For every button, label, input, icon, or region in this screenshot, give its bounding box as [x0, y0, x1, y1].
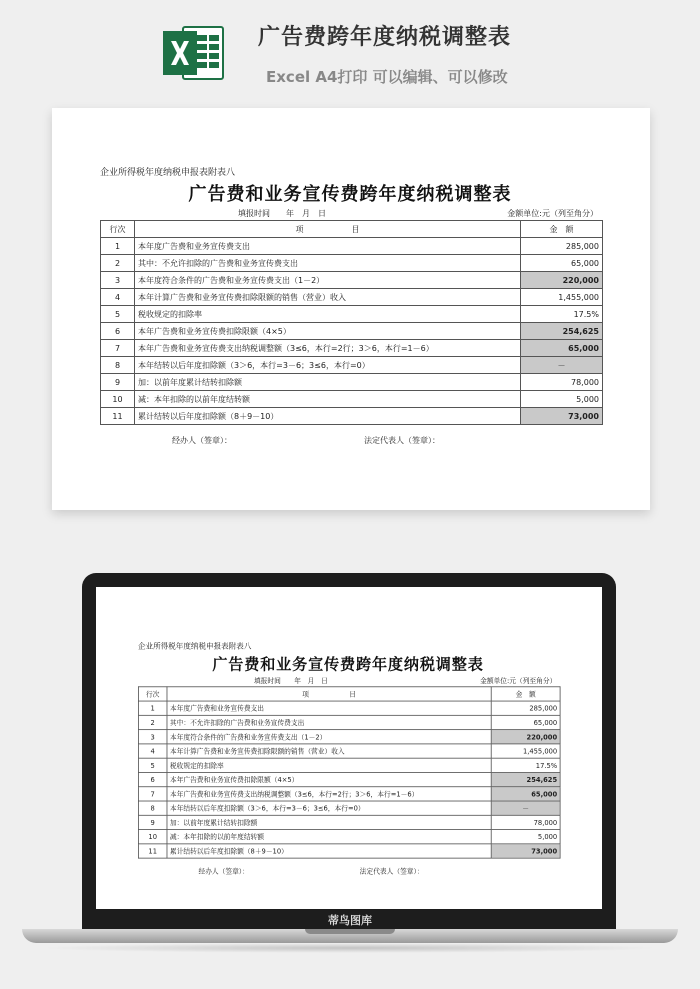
table-row — [138, 830, 560, 844]
table-row — [138, 715, 560, 729]
row-number: 6 — [138, 772, 167, 786]
row-item[interactable]: 本年度符合条件的广告费和业务宣传费支出（1－2） — [135, 272, 521, 289]
row-item[interactable]: 加：以前年度累计结转扣除额 — [167, 815, 491, 829]
fill-time-label: 填报时间 年 月 日 — [253, 677, 328, 685]
row-number: 3 — [138, 730, 167, 744]
row-amount[interactable]: － — [491, 801, 560, 815]
row-amount[interactable]: 5,000 — [521, 391, 603, 408]
row-amount[interactable]: 5,000 — [491, 830, 560, 844]
row-amount[interactable]: 220,000 — [491, 730, 560, 744]
table-row — [138, 815, 560, 829]
table-row — [138, 701, 560, 715]
table-row — [138, 801, 560, 815]
row-item[interactable]: 其中：不允许扣除的广告费和业务宣传费支出 — [167, 715, 491, 729]
row-number: 10 — [101, 391, 135, 408]
row-amount[interactable]: 65,000 — [491, 787, 560, 801]
sheet-preview — [52, 108, 650, 510]
signer-label: 经办人（签章）： — [198, 867, 249, 876]
table-row — [138, 758, 560, 772]
tax-table — [138, 686, 561, 858]
row-item[interactable]: 减：本年扣除的以前年度结转额 — [135, 391, 521, 408]
row-item[interactable]: 本年计算广告费和业务宣传费扣除限额的销售（营业）收入 — [167, 744, 491, 758]
row-number: 6 — [101, 323, 135, 340]
row-amount[interactable]: 65,000 — [521, 255, 603, 272]
row-item[interactable]: 本年广告费和业务宣传费支出纳税调整额（3≤6，本行=2行；3＞6，本行=1－6） — [135, 340, 521, 357]
sheet-content — [100, 166, 603, 455]
attachment-label: 企业所得税年度纳税申报表附表八 — [100, 168, 236, 178]
laptop-shadow — [40, 943, 660, 953]
document-title: 广告费和业务宣传费跨年度纳税调整表 — [212, 656, 484, 674]
laptop-notch — [305, 929, 395, 934]
table-row — [101, 391, 603, 408]
row-item[interactable]: 本年结转以后年度扣除额（3＞6，本行=3－6；3≤6，本行=0） — [135, 357, 521, 374]
table-row — [101, 289, 603, 306]
table-row — [101, 323, 603, 340]
row-item[interactable]: 减：本年扣除的以前年度结转额 — [167, 830, 491, 844]
table-row — [101, 374, 603, 391]
row-number: 1 — [138, 701, 167, 715]
table-header-row — [138, 687, 560, 701]
row-number: 3 — [101, 272, 135, 289]
row-number: 2 — [138, 715, 167, 729]
row-item[interactable]: 本年度符合条件的广告费和业务宣传费支出（1－2） — [167, 730, 491, 744]
legal-rep-label: 法定代表人（签章）： — [359, 867, 424, 876]
column-header-item: 项 目 — [167, 687, 491, 701]
row-amount[interactable]: 78,000 — [521, 374, 603, 391]
row-number: 5 — [101, 306, 135, 323]
table-row — [101, 306, 603, 323]
table-row — [101, 272, 603, 289]
table-row — [138, 744, 560, 758]
row-amount[interactable]: 78,000 — [491, 815, 560, 829]
row-number: 8 — [101, 357, 135, 374]
meta-row — [138, 676, 558, 686]
row-item[interactable]: 本年广告费和业务宣传费扣除限额（4×5） — [135, 323, 521, 340]
column-header-row-no: 行次 — [138, 687, 167, 701]
document-title: 广告费和业务宣传费跨年度纳税调整表 — [188, 184, 512, 205]
row-number: 7 — [101, 340, 135, 357]
row-amount[interactable]: 254,625 — [521, 323, 603, 340]
table-row — [138, 772, 560, 786]
unit-label: 金额单位:元（列至角分） — [480, 677, 557, 685]
row-amount[interactable]: 65,000 — [491, 715, 560, 729]
row-number: 8 — [138, 801, 167, 815]
row-amount[interactable]: 17.5% — [491, 758, 560, 772]
row-item[interactable]: 加：以前年度累计结转扣除额 — [135, 374, 521, 391]
legal-rep-label: 法定代表人（签章）： — [364, 436, 440, 445]
row-item[interactable]: 本年广告费和业务宣传费扣除限额（4×5） — [167, 772, 491, 786]
row-number: 4 — [101, 289, 135, 306]
row-amount[interactable]: 73,000 — [521, 408, 603, 425]
page-title: 广告费跨年度纳税调整表 — [258, 25, 512, 50]
column-header-row-no: 行次 — [101, 221, 135, 238]
table-row — [138, 787, 560, 801]
attachment-label: 企业所得税年度纳税申报表附表八 — [138, 642, 252, 652]
table-row — [101, 357, 603, 374]
row-item[interactable]: 本年结转以后年度扣除额（3＞6，本行=3－6；3≤6，本行=0） — [167, 801, 491, 815]
row-amount[interactable]: － — [521, 357, 603, 374]
row-amount[interactable]: 73,000 — [491, 844, 560, 858]
row-amount[interactable]: 254,625 — [491, 772, 560, 786]
row-number: 7 — [138, 787, 167, 801]
brand-label: 蒂鸟图库 — [328, 914, 372, 927]
fill-time-label: 填报时间 年 月 日 — [238, 209, 326, 218]
laptop-screen — [96, 587, 602, 909]
signature-row — [100, 435, 600, 455]
unit-label: 金额单位:元（列至角分） — [507, 209, 598, 218]
row-amount[interactable]: 1,455,000 — [491, 744, 560, 758]
row-amount[interactable]: 65,000 — [521, 340, 603, 357]
row-item[interactable]: 本年度广告费和业务宣传费支出 — [167, 701, 491, 715]
laptop-sheet-copy — [138, 641, 561, 884]
excel-icon — [161, 21, 225, 85]
row-amount[interactable]: 285,000 — [521, 238, 603, 255]
row-item[interactable]: 本年广告费和业务宣传费支出纳税调整额（3≤6，本行=2行；3＞6，本行=1－6） — [167, 787, 491, 801]
column-header-amount: 金 额 — [521, 221, 603, 238]
tax-table — [100, 220, 603, 425]
row-item[interactable]: 税收规定的扣除率 — [135, 306, 521, 323]
row-number: 1 — [101, 238, 135, 255]
page-subtitle: Excel A4打印 可以编辑、可以修改 — [266, 68, 508, 86]
table-row — [101, 255, 603, 272]
meta-row — [100, 208, 600, 220]
row-amount[interactable]: 220,000 — [521, 272, 603, 289]
row-number: 4 — [138, 744, 167, 758]
table-row — [101, 340, 603, 357]
column-header-item: 项 目 — [135, 221, 521, 238]
table-row — [138, 844, 560, 858]
row-number: 9 — [101, 374, 135, 391]
row-number: 11 — [101, 408, 135, 425]
row-number: 2 — [101, 255, 135, 272]
signature-row — [138, 867, 558, 884]
row-item[interactable]: 本年计算广告费和业务宣传费扣除限额的销售（营业）收入 — [135, 289, 521, 306]
row-item[interactable]: 累计结转以后年度扣除额（8＋9－10） — [135, 408, 521, 425]
row-number: 5 — [138, 758, 167, 772]
row-amount[interactable]: 1,455,000 — [521, 289, 603, 306]
table-row — [101, 408, 603, 425]
row-amount[interactable]: 17.5% — [521, 306, 603, 323]
signer-label: 经办人（签章）： — [172, 436, 232, 445]
table-row — [101, 238, 603, 255]
row-number: 11 — [138, 844, 167, 858]
row-amount[interactable]: 285,000 — [491, 701, 560, 715]
table-row — [138, 730, 560, 744]
table-header-row — [101, 221, 603, 238]
row-number: 10 — [138, 830, 167, 844]
row-item[interactable]: 税收规定的扣除率 — [167, 758, 491, 772]
row-item[interactable]: 累计结转以后年度扣除额（8＋9－10） — [167, 844, 491, 858]
column-header-amount: 金 额 — [491, 687, 560, 701]
row-item[interactable]: 本年度广告费和业务宣传费支出 — [135, 238, 521, 255]
row-item[interactable]: 其中：不允许扣除的广告费和业务宣传费支出 — [135, 255, 521, 272]
row-number: 9 — [138, 815, 167, 829]
